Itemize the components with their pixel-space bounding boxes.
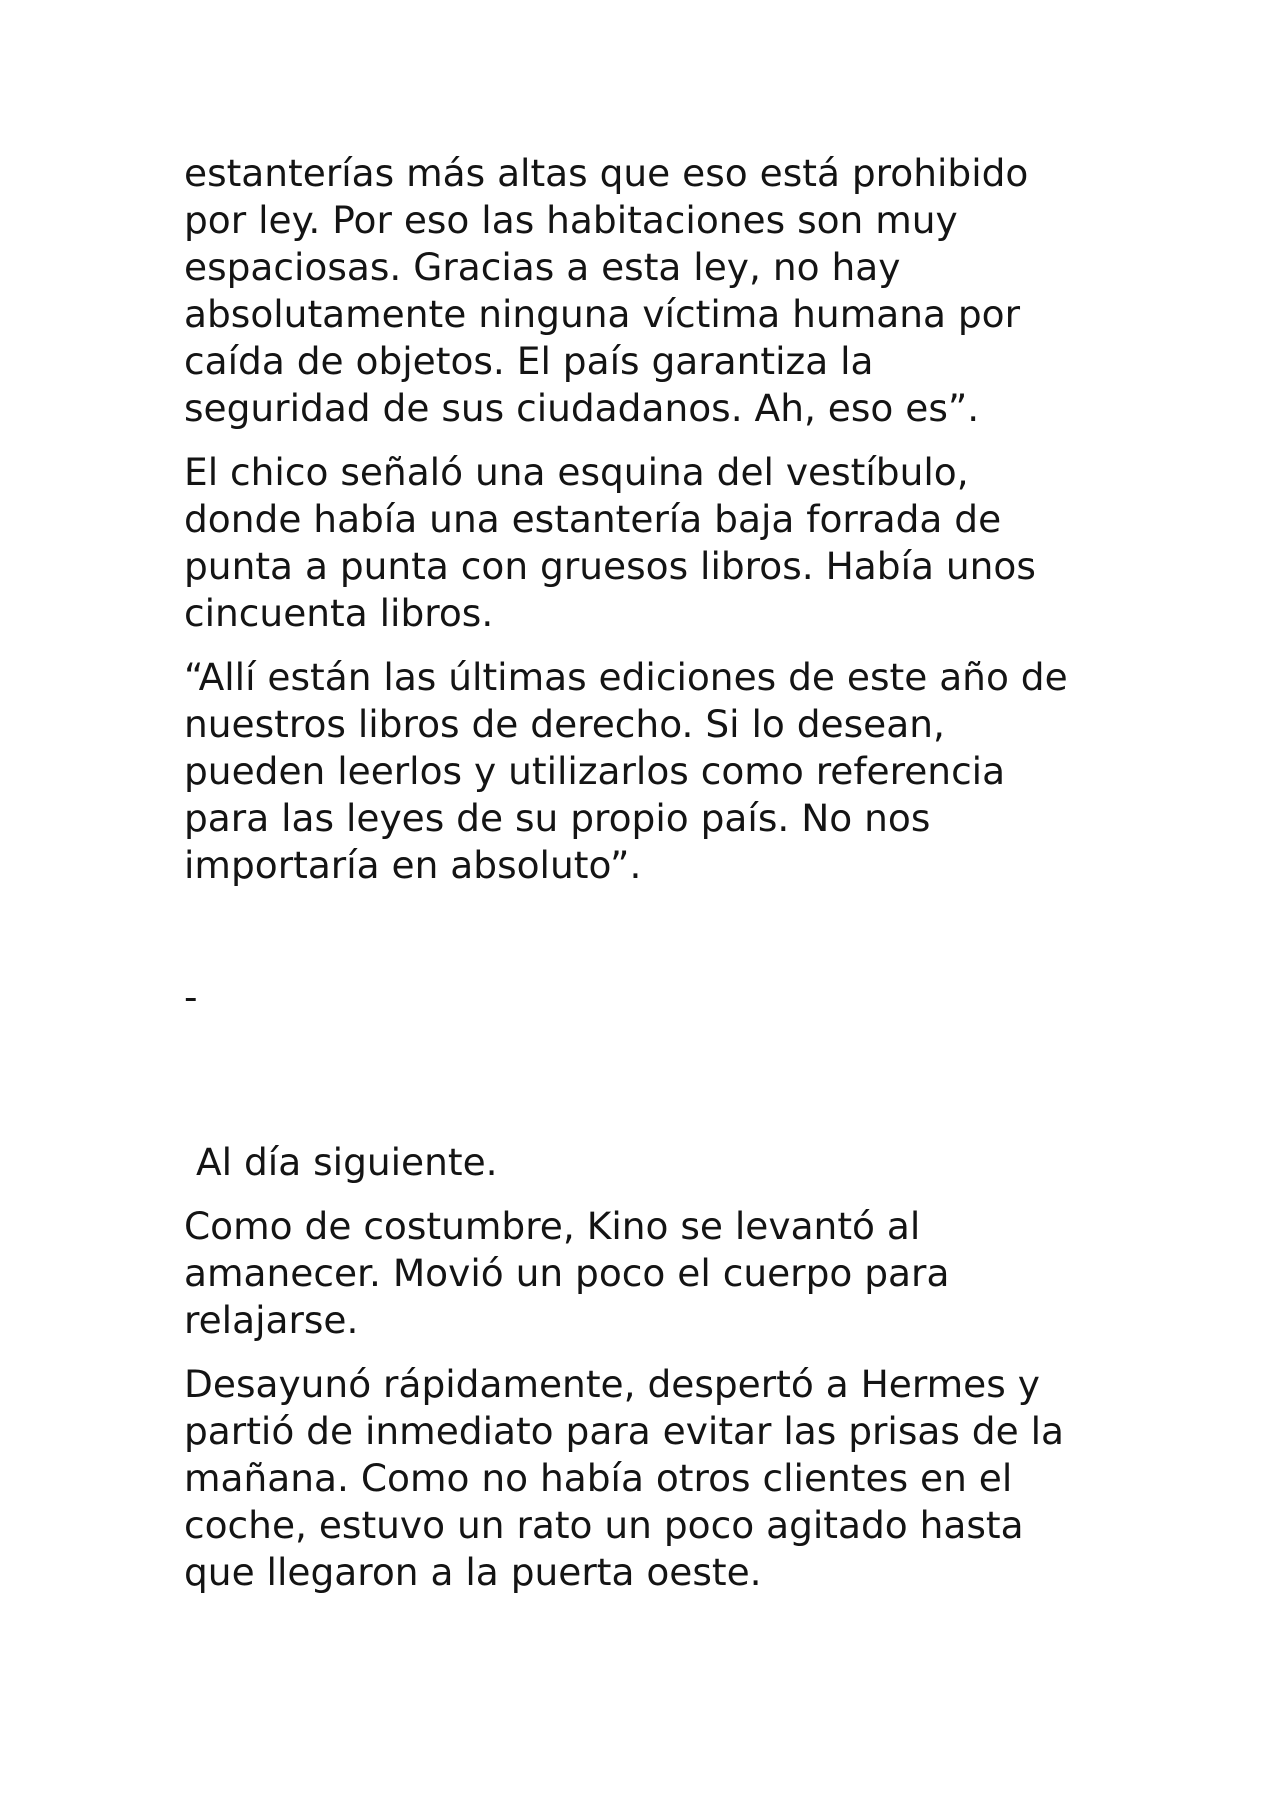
text-line: caída de objetos. El país garantiza la <box>184 339 874 383</box>
text-line: coche, estuvo un rato un poco agitado hasta <box>184 1503 1024 1547</box>
paragraph-breakfast <box>184 1361 1134 1596</box>
paragraph-law-books <box>184 654 1134 889</box>
text-line: donde había una estantería baja forrada de <box>184 497 1002 541</box>
text-line: por ley. Por eso las habitaciones son muy <box>184 198 958 242</box>
text-line: amanecer. Movió un poco el cuerpo para <box>184 1251 950 1295</box>
text-line: Desayunó rápidamente, despertó a Hermes y <box>184 1362 1040 1406</box>
text-line: importaría en absoluto”. <box>184 843 642 887</box>
text-line: espaciosas. Gracias a esta ley, no hay <box>184 245 901 289</box>
text-line: El chico señaló una esquina del vestíbulo, <box>184 450 969 494</box>
text-line: Como de costumbre, Kino se levantó al <box>184 1204 921 1248</box>
text-line: pueden leerlos y utilizarlos como referencia <box>184 749 1006 793</box>
text-line: cincuenta libros. <box>184 591 494 635</box>
paragraph-kino-wakes <box>184 1203 1134 1344</box>
text-line: nuestros libros de derecho. Si lo desean, <box>184 702 945 746</box>
text-line: para las leyes de su propio país. No nos <box>184 796 931 840</box>
text-line: punta a punta con gruesos libros. Había unos <box>184 544 1036 588</box>
text-line: absolutamente ninguna víctima humana por <box>184 292 1021 336</box>
text-line: seguridad de sus ciudadanos. Ah, eso es”. <box>184 386 980 430</box>
document-page <box>184 150 1134 1613</box>
scene-heading: Al día siguiente. <box>196 1140 498 1184</box>
text-line: “Allí están las últimas ediciones de este año de <box>184 655 1068 699</box>
scene-separator: - <box>184 975 198 1019</box>
paragraph-boy-points <box>184 449 1134 637</box>
text-line: mañana. Como no había otros clientes en el <box>184 1456 1013 1500</box>
text-line: relajarse. <box>184 1298 359 1342</box>
text-line: partió de inmediato para evitar las prisas de la <box>184 1409 1065 1453</box>
text-line: que llegaron a la puerta oeste. <box>184 1550 762 1594</box>
text-line: estanterías más altas que eso está prohibido <box>184 151 1029 195</box>
paragraph-shelves-law <box>184 150 1134 432</box>
